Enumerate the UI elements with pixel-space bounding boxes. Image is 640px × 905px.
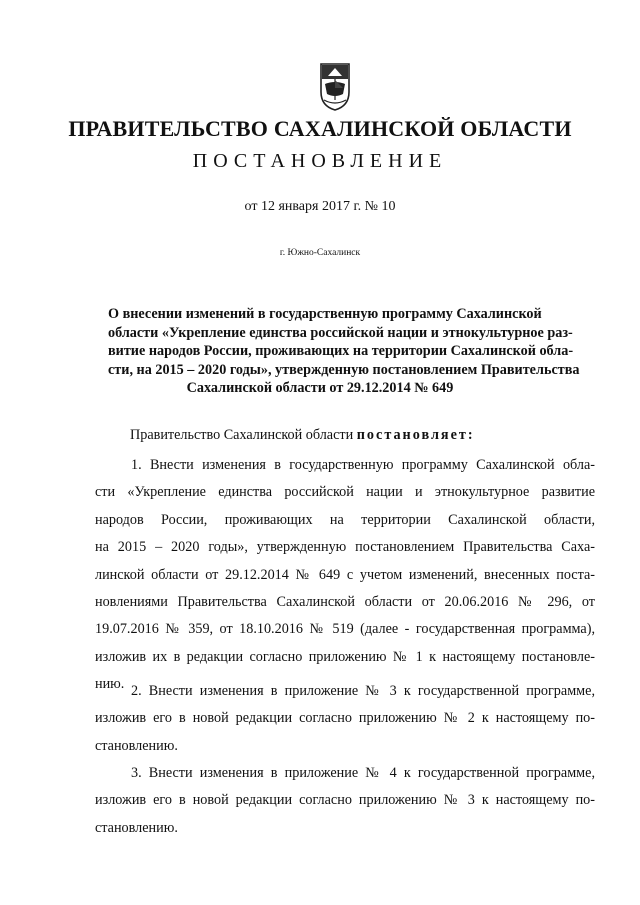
subject-line: области «Укрепление единства российской нации и этнокультурное раз- bbox=[108, 324, 573, 341]
document-subject bbox=[108, 305, 580, 398]
paragraph-line: 1. Внести изменения в государственную программу Сахалинской обла- bbox=[131, 457, 595, 473]
paragraph-3 bbox=[95, 760, 595, 842]
paragraph-line: изложив его в новой редакции согласно приложению № 3 к настоящему по- bbox=[95, 792, 595, 809]
paragraph-line: нию. bbox=[95, 676, 125, 693]
paragraph-line: на 2015 – 2020 годы», утвержденную постановлением Правительства Саха- bbox=[95, 539, 595, 556]
paragraph-line: 3. Внести изменения в приложение № 4 к государственной программе, bbox=[131, 765, 595, 781]
paragraph-2 bbox=[95, 678, 595, 760]
paragraph-line: становлению. bbox=[95, 819, 178, 836]
government-title: ПРАВИТЕЛЬСТВО САХАЛИНСКОЙ ОБЛАСТИ bbox=[68, 116, 572, 141]
document-date-number: от 12 января 2017 г. № 10 bbox=[244, 199, 396, 214]
paragraph-line: изложив их в редакции согласно приложению № 1 к настоящему постановле- bbox=[95, 648, 595, 665]
subject-line: витие народов России, проживающих на территории Сахалинской обла- bbox=[108, 343, 574, 359]
subject-line: О внесении изменений в государственную программу Сахалинской bbox=[108, 306, 542, 322]
preamble bbox=[130, 427, 475, 444]
paragraph-line: новлениями Правительства Сахалинской области от 20.06.2016 № 296, от bbox=[95, 593, 595, 610]
preamble-text: Правительство Сахалинской области bbox=[130, 427, 357, 443]
paragraph-1 bbox=[95, 452, 595, 699]
subject-line: Сахалинской области от 29.12.2014 № 649 bbox=[186, 380, 454, 396]
sakhalin-coat-of-arms-icon bbox=[318, 62, 352, 112]
paragraph-line: народов России, проживающих на территории Сахалинской области, bbox=[95, 511, 595, 528]
paragraph-line: становлению. bbox=[95, 737, 178, 754]
paragraph-line: 19.07.2016 № 359, от 18.10.2016 № 519 (далее - государственная программа), bbox=[95, 621, 595, 638]
paragraph-line: 2. Внести изменения в приложение № 3 к государственной программе, bbox=[131, 683, 595, 699]
document-type: ПОСТАНОВЛЕНИЕ bbox=[192, 150, 448, 172]
paragraph-line: изложив его в новой редакции согласно приложению № 2 к настоящему по- bbox=[95, 710, 595, 727]
paragraph-line: сти «Укрепление единства российской нации и этнокультурное развитие bbox=[95, 484, 595, 501]
document-city: г. Южно-Сахалинск bbox=[279, 248, 361, 258]
subject-line: сти, на 2015 – 2020 годы», утвержденную постановлением Правительства bbox=[108, 361, 580, 378]
decree-word: постановляет: bbox=[356, 427, 475, 443]
paragraph-line: линской области от 29.12.2014 № 649 с учетом изменений, внесенных поста- bbox=[95, 566, 595, 583]
